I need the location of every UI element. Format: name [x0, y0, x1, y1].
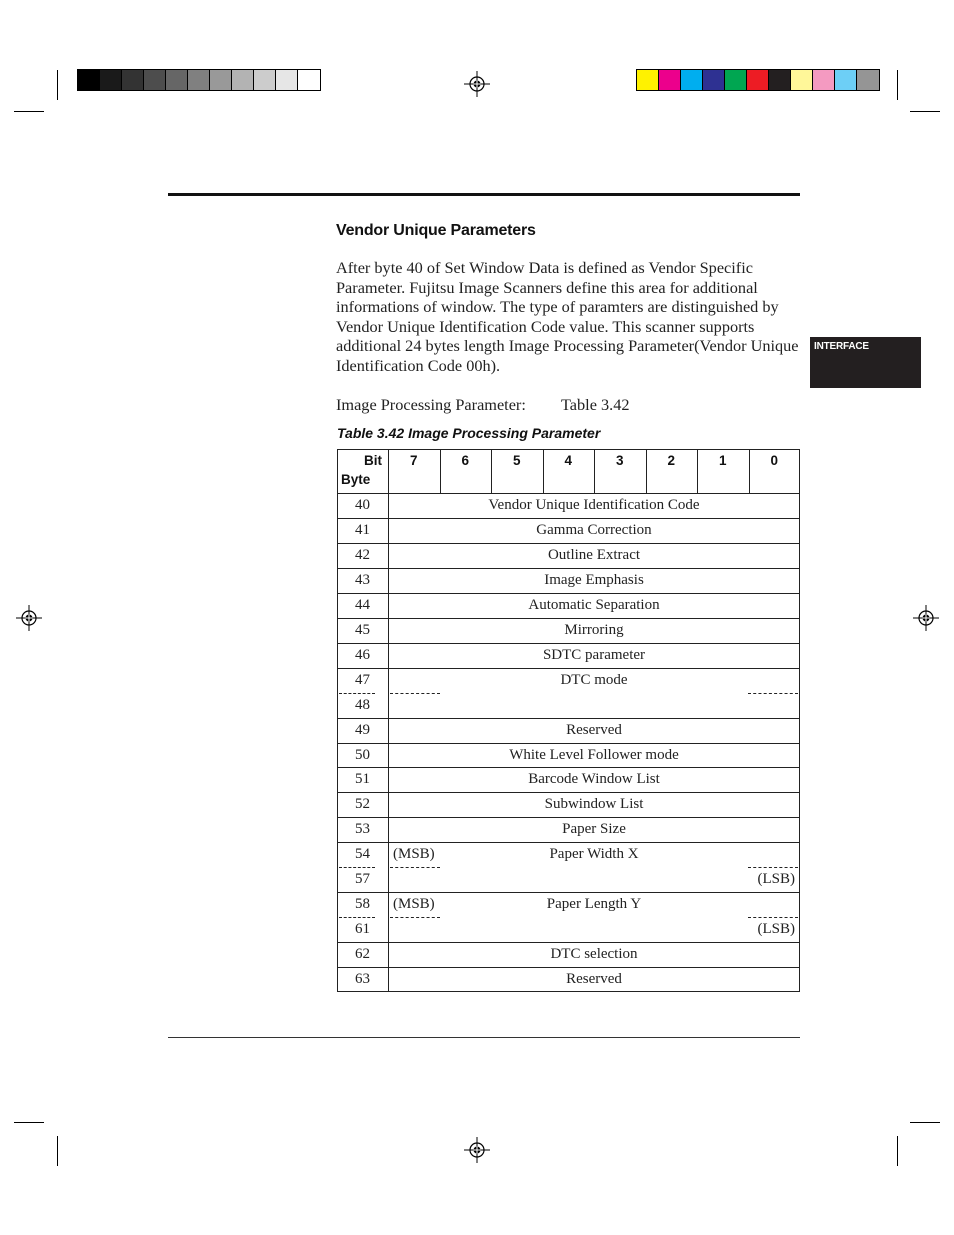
- crop-mark: [14, 1122, 44, 1123]
- header-bit-label: Bit: [364, 453, 382, 468]
- header-bit-2: 2: [667, 453, 675, 468]
- header-bit-7: 7: [409, 453, 418, 468]
- msb-label: (MSB): [393, 896, 435, 913]
- header-bit-0: 0: [770, 453, 778, 468]
- dashed-separator: [339, 917, 375, 918]
- lsb-label: (LSB): [757, 871, 795, 888]
- color-swatch: [769, 70, 791, 90]
- table-row-rule: [337, 718, 800, 719]
- color-swatch: [835, 70, 857, 90]
- byte-number: 58: [355, 896, 370, 913]
- crop-mark: [910, 111, 940, 112]
- header-bit-6: 6: [461, 453, 469, 468]
- color-swatch: [254, 70, 276, 90]
- crop-mark: [57, 70, 58, 100]
- color-swatch: [747, 70, 769, 90]
- table-reference-value: Table 3.42: [561, 395, 630, 414]
- color-swatch: [232, 70, 254, 90]
- field-name: Vendor Unique Identification Code: [488, 497, 700, 513]
- byte-number: 50: [355, 746, 370, 763]
- table-header-rule: [337, 493, 800, 494]
- color-swatch: [791, 70, 813, 90]
- dashed-separator: [748, 693, 798, 694]
- byte-number: 45: [355, 621, 370, 638]
- color-swatch: [166, 70, 188, 90]
- dashed-separator: [390, 867, 440, 868]
- crop-mark: [897, 1136, 898, 1166]
- field-name: Automatic Separation: [528, 596, 660, 613]
- registration-mark-icon: [464, 1137, 490, 1163]
- table-caption: Table 3.42 Image Processing Parameter: [337, 425, 601, 441]
- header-bit-5: 5: [512, 453, 521, 468]
- header-byte-label: Byte: [341, 472, 371, 487]
- table-border: [337, 991, 800, 992]
- field-name: Reserved: [566, 971, 622, 988]
- field-name: DTC selection: [550, 946, 638, 963]
- color-swatch: [703, 70, 725, 90]
- byte-number: 42: [355, 546, 370, 563]
- field-name: Mirroring: [564, 621, 624, 638]
- field-name: DTC mode: [560, 671, 628, 688]
- header-bit-3: 3: [615, 453, 624, 468]
- dashed-separator: [339, 693, 375, 694]
- dashed-separator: [390, 693, 440, 694]
- field-name: Outline Extract: [547, 546, 641, 563]
- color-swatch: [276, 70, 298, 90]
- color-swatch: [681, 70, 703, 90]
- byte-number: 51: [355, 771, 370, 788]
- color-swatch: [298, 70, 320, 90]
- byte-number: 62: [355, 946, 370, 963]
- byte-number: 47: [355, 671, 370, 688]
- field-name: Image Emphasis: [544, 571, 644, 588]
- header-bit-4: 4: [564, 453, 572, 468]
- byte-number: 57: [355, 871, 370, 888]
- field-name: Subwindow List: [544, 796, 644, 813]
- table-row-rule: [337, 593, 800, 594]
- byte-number: 48: [355, 696, 370, 713]
- color-swatch: [637, 70, 659, 90]
- byte-number: 53: [355, 821, 370, 838]
- byte-number: 43: [355, 571, 370, 588]
- color-swatch: [122, 70, 144, 90]
- section-paragraph: After byte 40 of Set Window Data is defined as Vendor Specific Parameter. Fujitsu Image Scanners define this area for additional informations of window. The type of paramters are distinguished by Vendor Unique Identification Code value. This scanner supports additional 24 bytes length Image Processing Parameter(Vendor Unique Identification Code 00h).: [336, 258, 799, 375]
- registration-mark-icon: [913, 605, 939, 631]
- dashed-separator: [748, 867, 798, 868]
- table-row-rule: [337, 792, 800, 793]
- color-swatch: [659, 70, 681, 90]
- field-name: Barcode Window List: [528, 771, 660, 788]
- field-name: White Level Follower mode: [509, 746, 679, 763]
- field-name: Gamma Correction: [536, 521, 652, 538]
- table-row-rule: [337, 892, 800, 893]
- bottom-rule: [168, 1037, 800, 1038]
- dashed-separator: [390, 917, 440, 918]
- byte-number: 40: [355, 497, 370, 513]
- byte-number: 49: [355, 721, 370, 738]
- field-name: Reserved: [566, 721, 622, 738]
- color-swatch: [813, 70, 835, 90]
- section-side-tab: [810, 337, 921, 388]
- byte-number: 61: [355, 921, 370, 938]
- color-swatch: [144, 70, 166, 90]
- table-border: [337, 449, 800, 450]
- table-row-rule: [337, 518, 800, 519]
- color-swatch: [100, 70, 122, 90]
- field-name: Paper Size: [562, 821, 626, 838]
- image-processing-parameter-table: [337, 449, 800, 992]
- side-tab-label: INTERFACE: [814, 341, 869, 352]
- table-row-rule: [337, 817, 800, 818]
- color-swatch: [210, 70, 232, 90]
- header-bit-1: 1: [718, 453, 727, 468]
- registration-mark-icon: [16, 605, 42, 631]
- color-swatch: [857, 70, 879, 90]
- table-row-rule: [337, 543, 800, 544]
- color-swatch: [78, 70, 100, 90]
- field-name: SDTC parameter: [542, 646, 646, 663]
- byte-number: 52: [355, 796, 370, 813]
- crop-mark: [910, 1122, 940, 1123]
- byte-number: 44: [355, 596, 370, 613]
- crop-mark: [897, 70, 898, 100]
- table-row-rule: [337, 618, 800, 619]
- table-row-rule: [337, 643, 800, 644]
- table-row-rule: [337, 842, 800, 843]
- color-swatch: [725, 70, 747, 90]
- table-row-rule: [337, 743, 800, 744]
- byte-number: 54: [355, 846, 370, 863]
- crop-mark: [14, 111, 44, 112]
- section-heading: Vendor Unique Parameters: [336, 222, 536, 239]
- top-rule: [168, 193, 800, 196]
- table-row-rule: [337, 767, 800, 768]
- byte-number: 46: [355, 646, 370, 663]
- byte-number: 63: [355, 971, 370, 988]
- table-row-rule: [337, 942, 800, 943]
- byte-number: 41: [355, 521, 370, 538]
- table-row-rule: [337, 668, 800, 669]
- dashed-separator: [748, 917, 798, 918]
- table-row-rule: [337, 967, 800, 968]
- cmyk-color-bar: [636, 69, 880, 91]
- color-swatch: [188, 70, 210, 90]
- dashed-separator: [339, 867, 375, 868]
- field-name: Paper Length Y: [546, 896, 642, 913]
- lsb-label: (LSB): [757, 921, 795, 938]
- table-row-rule: [337, 568, 800, 569]
- crop-mark: [57, 1136, 58, 1166]
- table-reference-label: Image Processing Parameter:: [336, 395, 526, 414]
- grayscale-color-bar: [77, 69, 321, 91]
- registration-mark-icon: [464, 71, 490, 97]
- field-name: Paper Width X: [549, 846, 639, 863]
- msb-label: (MSB): [393, 846, 435, 863]
